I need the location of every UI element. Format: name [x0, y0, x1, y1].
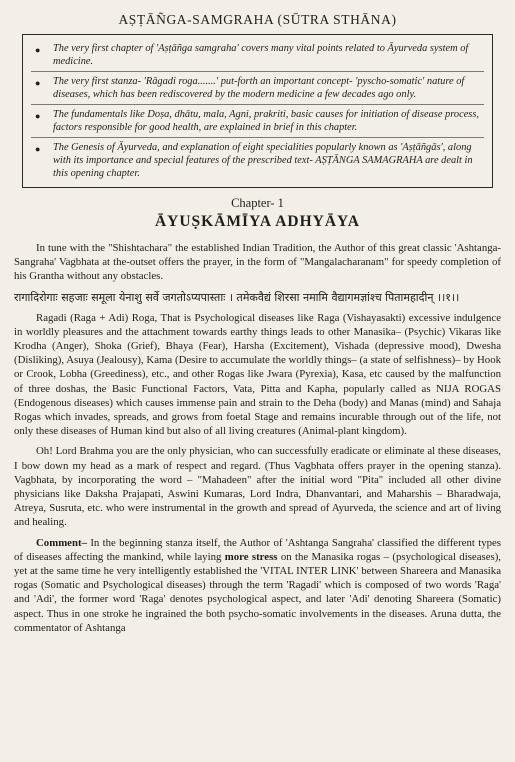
sanskrit-verse: रागादिरोगाः सहजाः समूला येनाशु सर्वे जगतोऽप्यपास्ताः । तमेकवैद्यं शिरसा नमामि वैद्यागमज्ञांश्च पितामहादीन् ।।१।। — [14, 290, 460, 304]
chapter-summary-box — [22, 34, 493, 188]
running-title: AṢṬĀÑGA-SAMGRAHA (SŪTRA STHĀNA) — [118, 12, 397, 27]
summary-item — [31, 72, 484, 105]
summary-text: The very first chapter of 'Aṣṭāñga samgraha' covers many vital points related to Āyurveda system of medicine. — [53, 43, 469, 67]
paragraph-brahma: Oh! Lord Brahma you are the only physician, who can successfully eradicate or eliminate al these diseases, I bow down my head as a mark of respect and regard. (Thus Vagbhata offers prayer in the opening stanza). Vagbhata, by incorporating the word – "Mahadeen" after the initial word "Pita" included all other divine physicians like Daksha Prajapati, Aswini Kumaras, Lord Indra, Dhanvantari, and Maharshis – Bharadwaja, Atreya, Susruta, etc. who were instrumental in the growth and spread of Ayurveda, the science and art of living and healing. — [14, 445, 501, 529]
paragraph-ragadi: Ragadi (Raga + Adi) Roga, That is Psychological diseases like Raga (Vishayasakti) excessive indulgence in worldly pleasures and the attachment towards earthy things leads to other Manasika– (Psychic) Vikaras like Krodha (Anger), Shoka (Grief), Bhaya (Fear), Harsha (Excitement), Vishada (depressive mood), Dwesha (Disliking), Asuya (Jealousy), Kama (Desire to accumulate the worldly things– (a state of selfishness)– by Hook or Crook, Lobha (Greediness), etc., and other Rogas like Jwara (Pyrexia), Kasa, etc caused by the malfunction of three doshas, the Basic Functional Factors, Vata, Pitta and Kapha, popularly called as NIJA ROGAS (Endogenous diseases) which causes immense pain and strain to the Deha (body) and Manas (mind) and Sahaja Rogas which invades, spreads, and grows from foetal Stage and remains incurable through out of the life, not only these diseases of Human kind but also of all living creatures (Animal-plant kingdom). — [14, 311, 501, 438]
paragraph-intro: In tune with the "Shishtachara" the established Indian Tradition, the Author of this great classic 'Ashtanga-Sangraha' Vagbhata at the-outset offers the prayer, in the form of "Mangalacharanam" for speedy completion of his Grantha without any obstacles. — [14, 242, 501, 283]
summary-list — [31, 39, 484, 183]
bullet-icon: ● — [35, 45, 41, 55]
bullet-icon: ● — [35, 144, 41, 154]
chapter-number: Chapter- 1 — [231, 196, 284, 210]
bullet-icon: ● — [35, 111, 41, 121]
chapter-title: ĀYUṢKĀMĪYA ADHYĀYA — [154, 213, 361, 230]
summary-text: The Genesis of Āyurveda, and explanation of eight specialities popularly known as 'Aṣṭāñgās', along with its importance and special features of the prescribed text- AṢṬĀNGA SAMAGRAHA are dealt in this opening chapter. — [53, 142, 473, 179]
summary-text: The fundamentals like Doṣa, dhātu, mala, Agni, prakriti, basic causes for initiation of disease process, factors responsible for good health, are explained in brief in this chapter. — [53, 109, 479, 133]
paragraph-comment — [14, 536, 501, 635]
comment-label: Comment– — [36, 536, 87, 549]
summary-item — [31, 138, 484, 183]
comment-emphasis: more stress — [224, 550, 278, 563]
bullet-icon: ● — [35, 78, 41, 88]
summary-text: The very first stanza- 'Rāgadi roga.......' put-forth an important concept- 'pyscho-somatic' nature of diseases, which has been rediscovered by the modern medicine a few decades ago only. — [53, 76, 465, 100]
summary-item — [31, 39, 484, 72]
comment-text-b: on the Manasika rogas – (psychological diseases), yet at the same time he very intelligently established the 'VITAL INTER LINK' between Shareera and Manasika rogas (Somatic and Psychological diseases) through the term 'Ragadi' which is composed of two words 'Raga' and 'Adi', the former word 'Raga' denotes psychological aspect, and later 'Adi' denoting Shareera (Somatic) aspect. Thus in one stroke he ingrained the both psycho-somatic involvements in the diseases. Aruna dutta, the commentator of Ashtanga — [14, 550, 501, 634]
summary-item — [31, 105, 484, 138]
comment-text-a: In the beginning stanza itself, the Author of 'Ashtanga Sangraha' classified the different types of diseases affecting the mankind, while laying — [14, 536, 501, 563]
